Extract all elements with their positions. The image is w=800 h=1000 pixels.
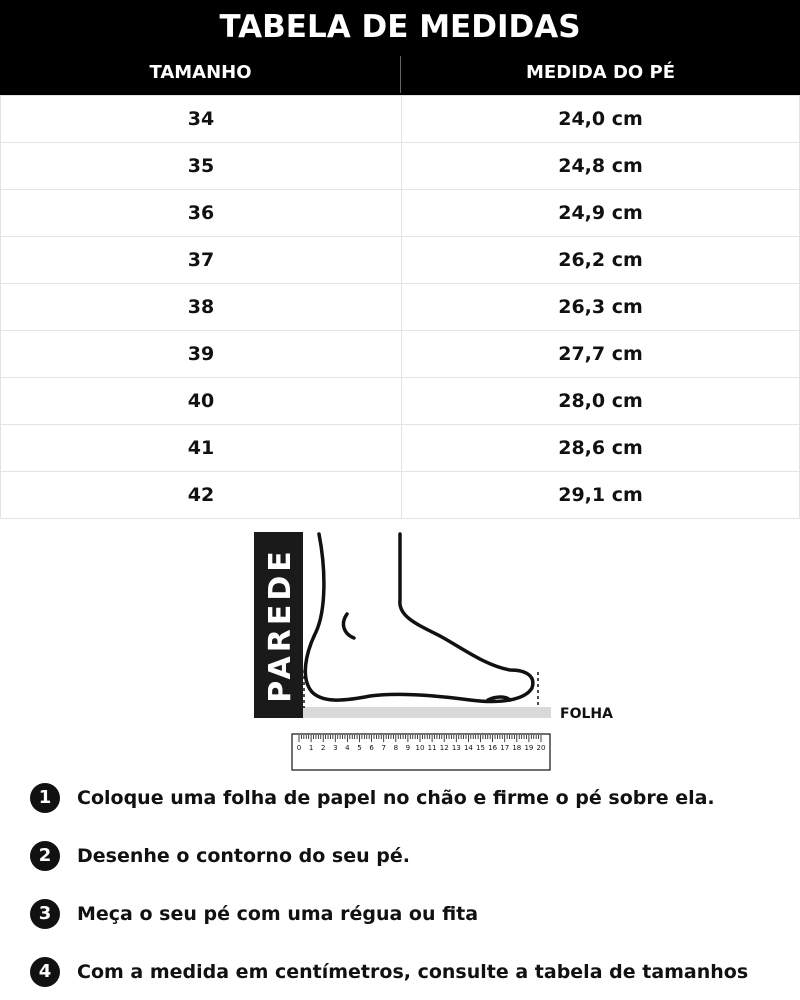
step-1	[30, 778, 715, 818]
sheet-label: FOLHA	[560, 706, 613, 722]
step-number-badge: 3	[30, 899, 60, 929]
size-cell: 35	[1, 143, 402, 190]
ruler-number: 19	[524, 744, 534, 752]
ruler-number: 4	[345, 744, 350, 752]
table-row	[1, 331, 800, 378]
header-measure: MEDIDA DO PÉ	[526, 62, 675, 83]
ruler-number: 14	[463, 744, 473, 752]
step-text: Meça o seu pé com uma régua ou fita	[77, 903, 479, 925]
ruler-number: 17	[500, 744, 510, 752]
size-table	[0, 95, 800, 519]
ruler-number: 5	[357, 744, 362, 752]
ruler-number: 1	[308, 744, 314, 752]
ruler-number: 16	[488, 744, 498, 752]
measure-cell: 27,7 cm	[402, 331, 800, 378]
table-row	[1, 190, 800, 237]
measure-cell: 26,2 cm	[402, 237, 800, 284]
measuring-diagram	[0, 520, 800, 775]
step-4	[30, 952, 748, 992]
ruler-number: 0	[296, 744, 302, 752]
step-text: Com a medida em centímetros, consulte a tabela de tamanhos	[77, 961, 749, 983]
size-cell: 38	[1, 284, 402, 331]
step-text: Coloque uma folha de papel no chão e firme o pé sobre ela.	[77, 787, 715, 809]
ruler-number: 8	[393, 744, 399, 752]
size-cell: 40	[1, 378, 402, 425]
measure-cell: 26,3 cm	[402, 284, 800, 331]
ruler-number: 2	[320, 744, 326, 752]
step-text: Desenhe o contorno do seu pé.	[77, 845, 410, 867]
ruler-number: 15	[476, 744, 485, 752]
table-row	[1, 143, 800, 190]
ruler-number: 6	[369, 744, 374, 752]
measure-cell: 29,1 cm	[402, 472, 800, 519]
step-number-badge: 1	[30, 783, 60, 813]
ruler-number: 3	[333, 744, 338, 752]
paper-sheet	[303, 707, 551, 718]
header-size: TAMANHO	[149, 62, 252, 83]
step-number-badge: 2	[30, 841, 60, 871]
measure-cell: 24,8 cm	[402, 143, 800, 190]
measure-cell: 28,0 cm	[402, 378, 800, 425]
ruler-number: 20	[536, 744, 546, 752]
table-row	[1, 378, 800, 425]
ruler-number: 12	[439, 744, 449, 752]
table-row	[1, 237, 800, 284]
size-cell: 37	[1, 237, 402, 284]
ruler-number: 13	[451, 744, 461, 752]
table-header	[0, 54, 800, 95]
page-title: TABELA DE MEDIDAS	[0, 0, 800, 54]
size-cell: 42	[1, 472, 402, 519]
step-number-badge: 4	[30, 957, 60, 987]
size-cell: 41	[1, 425, 402, 472]
measure-cell: 24,0 cm	[402, 96, 800, 143]
step-3	[30, 894, 478, 934]
size-cell: 36	[1, 190, 402, 237]
wall-label: PAREDE	[263, 547, 298, 703]
table-row	[1, 96, 800, 143]
table-row	[1, 425, 800, 472]
size-cell: 39	[1, 331, 402, 378]
table-row	[1, 472, 800, 519]
ruler-number: 7	[381, 744, 386, 752]
measure-cell: 24,9 cm	[402, 190, 800, 237]
measure-cell: 28,6 cm	[402, 425, 800, 472]
ruler-number: 10	[415, 744, 425, 752]
size-cell: 34	[1, 96, 402, 143]
foot-outline-icon	[305, 534, 533, 702]
step-2	[30, 836, 410, 876]
ruler-icon	[292, 734, 550, 770]
table-row	[1, 284, 800, 331]
ruler-number: 9	[405, 744, 411, 752]
ruler-number: 18	[512, 744, 522, 752]
ruler-number: 11	[427, 744, 437, 752]
